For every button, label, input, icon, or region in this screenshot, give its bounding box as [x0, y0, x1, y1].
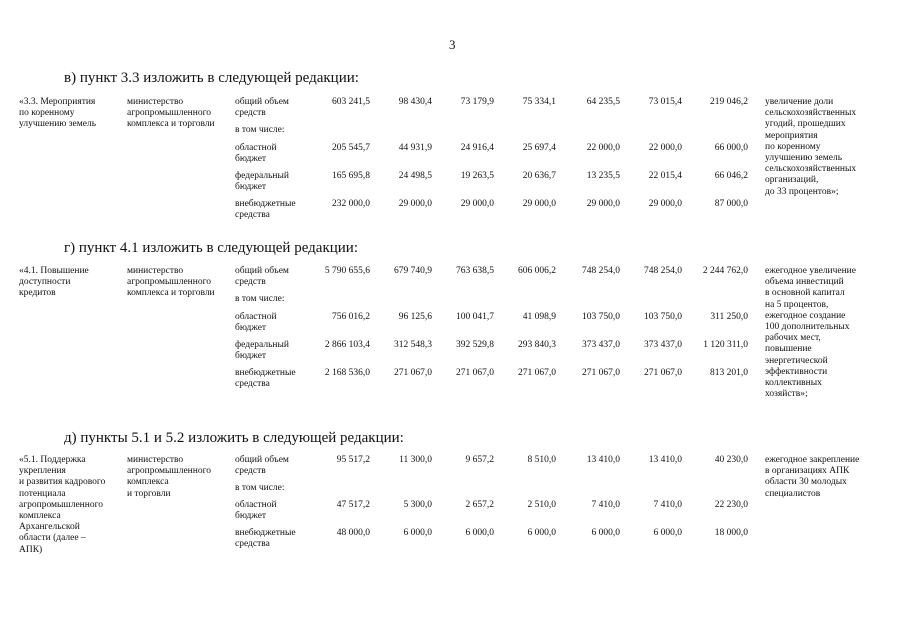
- funding-value: 5 790 655,6: [324, 266, 370, 276]
- funding-value: 7 410,0: [591, 500, 620, 510]
- funding-value: 48 000,0: [336, 528, 370, 538]
- funding-value: 95 517,2: [336, 455, 370, 465]
- funding-value: 29 000,0: [460, 199, 494, 209]
- funding-value: 29 000,0: [648, 199, 682, 209]
- funding-value: 392 529,8: [456, 340, 494, 350]
- executor-line: комплекса и торговли: [127, 119, 215, 130]
- funding-value: 763 638,5: [456, 266, 494, 276]
- expected-result-line: 100 дополнительных: [765, 322, 850, 332]
- funding-value: 13 410,0: [648, 455, 682, 465]
- funding-value: 18 000,0: [714, 528, 748, 538]
- funding-value: 2 657,2: [465, 500, 494, 510]
- funding-value: 22 230,0: [714, 500, 748, 510]
- funding-value: 606 006,2: [518, 266, 556, 276]
- funding-value: 311 250,0: [710, 312, 748, 322]
- funding-source-label: бюджет: [235, 323, 267, 334]
- funding-source-label: бюджет: [235, 154, 267, 165]
- funding-value: 13 410,0: [586, 455, 620, 465]
- funding-value: 22 000,0: [648, 143, 682, 153]
- funding-source-label: средства: [235, 210, 270, 221]
- expected-result-line: повышение: [765, 344, 812, 355]
- funding-source-label: в том числе:: [235, 125, 285, 135]
- activity-line: потенциала: [19, 488, 66, 499]
- expected-result-line: мероприятия: [765, 130, 818, 141]
- funding-source-label: в том числе:: [235, 483, 285, 493]
- expected-result-line: в основной капитал: [765, 288, 845, 299]
- funding-value: 11 300,0: [399, 455, 432, 465]
- expected-result-line: на 5 процентов,: [765, 299, 829, 310]
- funding-source-label: средств: [235, 108, 266, 119]
- funding-source-label: средств: [235, 466, 266, 477]
- funding-value: 219 046,2: [710, 97, 748, 107]
- funding-value: 19 263,5: [460, 171, 494, 181]
- funding-source-label: средств: [235, 277, 266, 288]
- activity-line: «5.1. Поддержка: [19, 455, 86, 465]
- funding-value: 373 437,0: [582, 340, 620, 350]
- activity-line: по коренному: [19, 108, 75, 119]
- funding-value: 41 098,9: [522, 312, 556, 322]
- funding-source-label: областной: [235, 500, 277, 510]
- expected-result-line: улучшению земель: [765, 153, 843, 163]
- section-heading: г) пункт 4.1 изложить в следующей редакции:: [64, 240, 358, 256]
- funding-source-label: областной: [235, 143, 277, 153]
- funding-value: 24 916,4: [460, 143, 494, 153]
- funding-source-label: общий объем: [235, 455, 289, 465]
- funding-value: 2 244 762,0: [702, 266, 748, 276]
- activity-line: области (далее –: [19, 533, 86, 544]
- funding-value: 748 254,0: [582, 266, 620, 276]
- funding-value: 73 179,9: [460, 97, 494, 107]
- funding-value: 29 000,0: [522, 199, 556, 209]
- expected-result-line: эффективности: [765, 366, 828, 377]
- funding-value: 96 125,6: [398, 312, 432, 322]
- executor-line: министерство: [127, 455, 184, 465]
- activity-line: «3.3. Мероприятия: [19, 97, 96, 107]
- funding-value: 22 015,4: [648, 171, 682, 181]
- funding-value: 100 041,7: [456, 312, 494, 322]
- expected-result-line: организаций,: [765, 175, 819, 186]
- funding-value: 5 300,0: [403, 500, 432, 510]
- funding-source-label: бюджет: [235, 182, 267, 193]
- funding-value: 66 000,0: [714, 143, 748, 153]
- activity-line: комплекса: [19, 511, 61, 521]
- funding-value: 271 067,0: [394, 368, 432, 378]
- funding-source-label: внебюджетные: [235, 528, 296, 538]
- activity-line: укрепления: [19, 466, 66, 477]
- funding-value: 6 000,0: [591, 528, 620, 538]
- expected-result-line: ежегодное закрепление: [765, 455, 860, 465]
- funding-value: 6 000,0: [465, 528, 494, 538]
- funding-value: 271 067,0: [644, 368, 682, 378]
- funding-value: 6 000,0: [403, 528, 432, 538]
- funding-value: 7 410,0: [653, 500, 682, 510]
- funding-value: 232 000,0: [332, 199, 370, 209]
- funding-value: 73 015,4: [648, 97, 682, 107]
- funding-value: 271 067,0: [518, 368, 556, 378]
- expected-result-line: хозяйств»;: [765, 389, 808, 400]
- funding-value: 2 866 103,4: [324, 340, 370, 350]
- section-heading: д) пункты 5.1 и 5.2 изложить в следующей редакции:: [64, 430, 404, 446]
- funding-value: 29 000,0: [398, 199, 432, 209]
- activity-line: кредитов: [19, 288, 56, 299]
- funding-source-label: общий объем: [235, 266, 289, 276]
- executor-line: комплекса: [127, 477, 169, 488]
- executor-line: агропромышленного: [127, 108, 212, 119]
- funding-value: 40 230,0: [714, 455, 748, 465]
- funding-value: 103 750,0: [644, 312, 682, 322]
- funding-value: 271 067,0: [456, 368, 494, 378]
- expected-result-line: объема инвестиций: [765, 277, 844, 288]
- funding-source-label: общий объем: [235, 97, 289, 107]
- funding-value: 66 046,2: [714, 171, 748, 181]
- expected-result-line: по коренному: [765, 141, 821, 152]
- funding-value: 2 168 536,0: [324, 368, 370, 378]
- funding-source-label: федеральный: [235, 340, 289, 350]
- funding-value: 6 000,0: [653, 528, 682, 538]
- executor-line: агропромышленного: [127, 277, 212, 288]
- funding-value: 44 931,9: [398, 143, 432, 153]
- funding-value: 13 235,5: [586, 171, 620, 181]
- funding-value: 64 235,5: [586, 97, 620, 107]
- executor-line: и торговли: [127, 488, 171, 499]
- funding-value: 603 241,5: [332, 97, 370, 107]
- funding-value: 293 840,3: [518, 340, 556, 350]
- expected-result-line: ежегодное создание: [765, 310, 846, 321]
- funding-source-label: в том числе:: [235, 294, 285, 304]
- activity-line: Архангельской: [19, 522, 80, 533]
- funding-value: 756 016,2: [332, 312, 370, 322]
- funding-value: 373 437,0: [644, 340, 682, 350]
- activity-line: АПК): [19, 544, 43, 555]
- activity-line: улучшению земель: [19, 119, 97, 130]
- funding-source-label: внебюджетные: [235, 199, 296, 209]
- funding-source-label: бюджет: [235, 351, 267, 362]
- funding-value: 8 510,0: [527, 455, 556, 465]
- activity-line: агропромышленного: [19, 499, 104, 510]
- executor-line: комплекса и торговли: [127, 288, 215, 299]
- funding-value: 22 000,0: [586, 143, 620, 153]
- funding-source-label: средства: [235, 379, 270, 390]
- funding-value: 47 517,2: [336, 500, 370, 510]
- activity-line: «4.1. Повышение: [19, 266, 89, 276]
- funding-value: 1 120 311,0: [703, 340, 748, 350]
- funding-value: 6 000,0: [527, 528, 556, 538]
- funding-value: 29 000,0: [586, 199, 620, 209]
- activity-line: и развития кадрового: [19, 477, 106, 488]
- page-number: 3: [449, 37, 456, 52]
- expected-result-line: увеличение доли: [765, 97, 834, 107]
- expected-result-line: рабочих мест,: [765, 333, 821, 344]
- expected-result-line: энергетической: [765, 355, 828, 366]
- section-heading: в) пункт 3.3 изложить в следующей редакции:: [64, 70, 359, 86]
- funding-source-label: средства: [235, 539, 270, 550]
- funding-source-label: внебюджетные: [235, 368, 296, 378]
- funding-value: 87 000,0: [714, 199, 748, 209]
- funding-value: 20 636,7: [522, 171, 556, 181]
- expected-result-line: в организациях АПК: [765, 466, 850, 477]
- funding-value: 98 430,4: [398, 97, 432, 107]
- funding-value: 165 695,8: [332, 171, 370, 181]
- expected-result-line: специалистов: [765, 488, 821, 499]
- funding-value: 312 548,3: [394, 340, 432, 350]
- expected-result-line: угодий, прошедших: [765, 119, 846, 130]
- funding-value: 813 201,0: [710, 368, 748, 378]
- funding-value: 679 740,9: [394, 266, 432, 276]
- expected-result-line: области 30 молодых: [765, 477, 847, 488]
- funding-value: 2 510,0: [527, 500, 556, 510]
- funding-value: 205 545,7: [332, 143, 370, 153]
- funding-value: 103 750,0: [582, 312, 620, 322]
- funding-source-label: федеральный: [235, 171, 289, 181]
- expected-result-line: до 33 процентов»;: [765, 186, 839, 197]
- activity-line: доступности: [19, 277, 71, 288]
- executor-line: агропромышленного: [127, 466, 212, 477]
- funding-value: 748 254,0: [644, 266, 682, 276]
- funding-value: 9 657,2: [465, 455, 494, 465]
- funding-value: 271 067,0: [582, 368, 620, 378]
- funding-value: 75 334,1: [522, 97, 556, 107]
- funding-source-label: областной: [235, 312, 277, 322]
- executor-line: министерство: [127, 97, 184, 107]
- funding-value: 25 697,4: [522, 143, 556, 153]
- expected-result-line: коллективных: [765, 378, 822, 388]
- expected-result-line: ежегодное увеличение: [765, 266, 856, 276]
- expected-result-line: сельскохозяйственных: [765, 164, 857, 175]
- funding-source-label: бюджет: [235, 511, 267, 522]
- executor-line: министерство: [127, 266, 184, 276]
- funding-value: 24 498,5: [398, 171, 432, 181]
- expected-result-line: сельскохозяйственных: [765, 108, 857, 119]
